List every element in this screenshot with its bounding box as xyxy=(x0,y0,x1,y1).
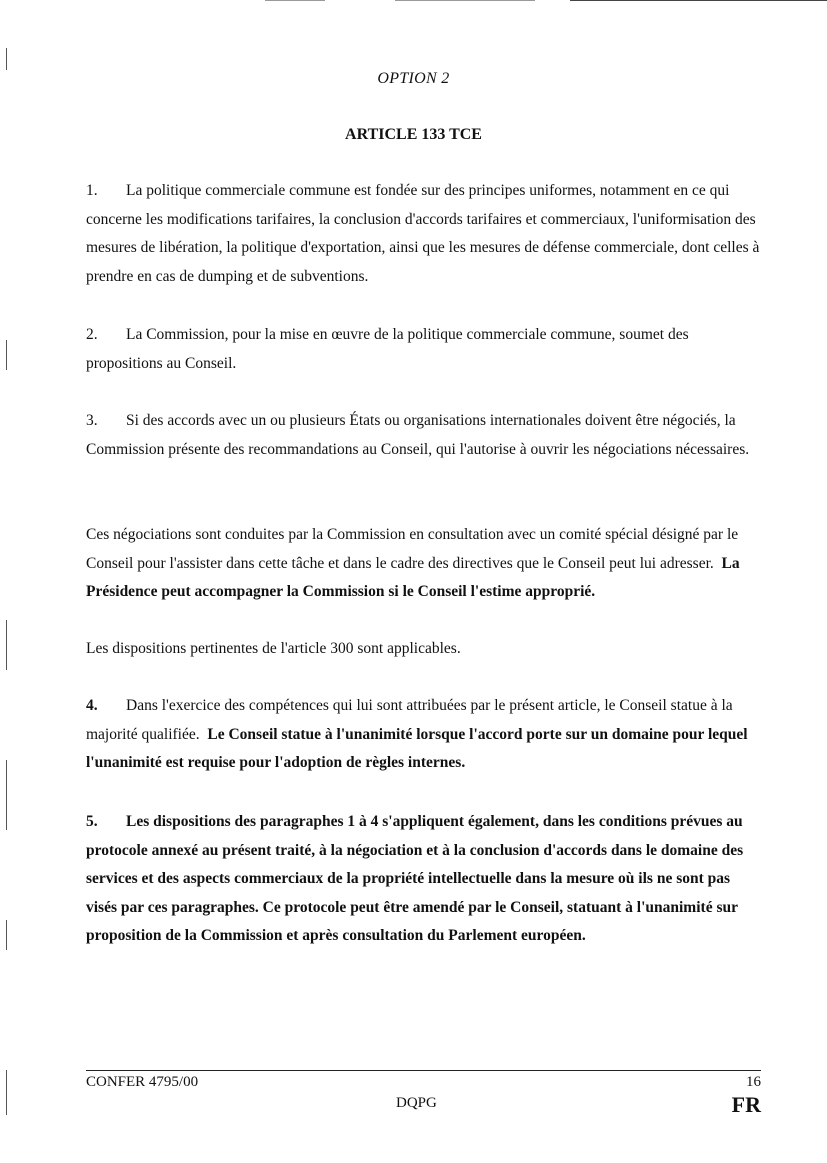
paragraph-5 xyxy=(86,808,761,951)
scan-edge-mark xyxy=(6,920,7,950)
paragraph-text: Les dispositions pertinentes de l'article 300 sont applicables. xyxy=(86,640,461,657)
paragraph-bold-text: Le Conseil statue à l'unanimité lorsque l'accord porte sur un domaine pour lequel l'unanimité est requise pour l'adoption de règles internes. xyxy=(86,725,748,771)
paragraph-number: 1. xyxy=(86,182,98,199)
page-number: 16 xyxy=(746,1074,761,1090)
scan-edge-mark xyxy=(6,760,7,830)
scan-line xyxy=(265,0,325,1)
paragraph-4 xyxy=(86,692,761,778)
paragraph-2 xyxy=(86,321,761,378)
scan-edge-mark xyxy=(6,620,7,670)
paragraph-3 xyxy=(86,407,761,464)
paragraph-number: 2. xyxy=(86,326,98,343)
paragraph-3-final xyxy=(86,635,761,664)
option-heading: OPTION 2 xyxy=(377,70,450,87)
paragraph-number: 4. xyxy=(86,697,98,714)
scan-line xyxy=(570,0,827,1)
department-code: DQPG xyxy=(396,1095,437,1111)
paragraph-text: La politique commerciale commune est fondée sur des principes uniformes, notamment en ce qui concerne les modifications tarifaires, la conclusion d'accords tarifaires et commerciaux, l'uniformisation des mesures de libération, la politique d'exportation, ainsi que les mesures de défense commerciale, dont celles à prendre en cas de dumping et de subventions. xyxy=(86,182,760,285)
paragraph-bold-text: La Présidence peut accompagner la Commission si le Conseil l'estime approprié. xyxy=(86,554,740,600)
scan-edge-mark xyxy=(6,340,7,370)
document-reference: CONFER 4795/00 xyxy=(86,1074,199,1090)
paragraph-number: 5. xyxy=(86,813,98,830)
paragraph-text: Dans l'exercice des compétences qui lui sont attribuées par le présent article, le Conseil statue à la majorité qualifiée. xyxy=(86,697,733,743)
paragraph-1 xyxy=(86,177,761,291)
scan-edge-mark xyxy=(6,1070,7,1115)
paragraph-text: Ces négociations sont conduites par la Commission en consultation avec un comité spécial désigné par le Conseil pour l'assister dans cette tâche et dans le cadre des directives que le Conseil peut lui adresser. xyxy=(86,526,739,572)
paragraph-3-subparagraph xyxy=(86,521,761,607)
paragraph-text: La Commission, pour la mise en œuvre de la politique commerciale commune, soumet des propositions au Conseil. xyxy=(86,326,689,372)
paragraph-text: Les dispositions des paragraphes 1 à 4 s'appliquent également, dans les conditions prévues au protocole annexé au présent traité, à la négociation et à la conclusion d'accords dans le domaine des services et des aspects commerciaux de la propriété intellectuelle dans la mesure où ils ne sont pas visés par ces paragraphes. Ce protocole peut être amendé par le Conseil, statuant à l'unanimité sur proposition de la Commission et après consultation du Parlement européen. xyxy=(86,813,744,944)
paragraph-number: 3. xyxy=(86,412,98,429)
article-heading: ARTICLE 133 TCE xyxy=(345,126,482,143)
scan-edge-mark xyxy=(6,48,7,70)
scan-line xyxy=(395,0,535,1)
language-code: FR xyxy=(731,1092,761,1117)
footer-divider xyxy=(86,1070,761,1071)
paragraph-text: Si des accords avec un ou plusieurs États ou organisations internationales doivent être négociés, la Commission présente des recommandations au Conseil, qui l'autorise à ouvrir les négociations nécessaires. xyxy=(86,412,750,458)
